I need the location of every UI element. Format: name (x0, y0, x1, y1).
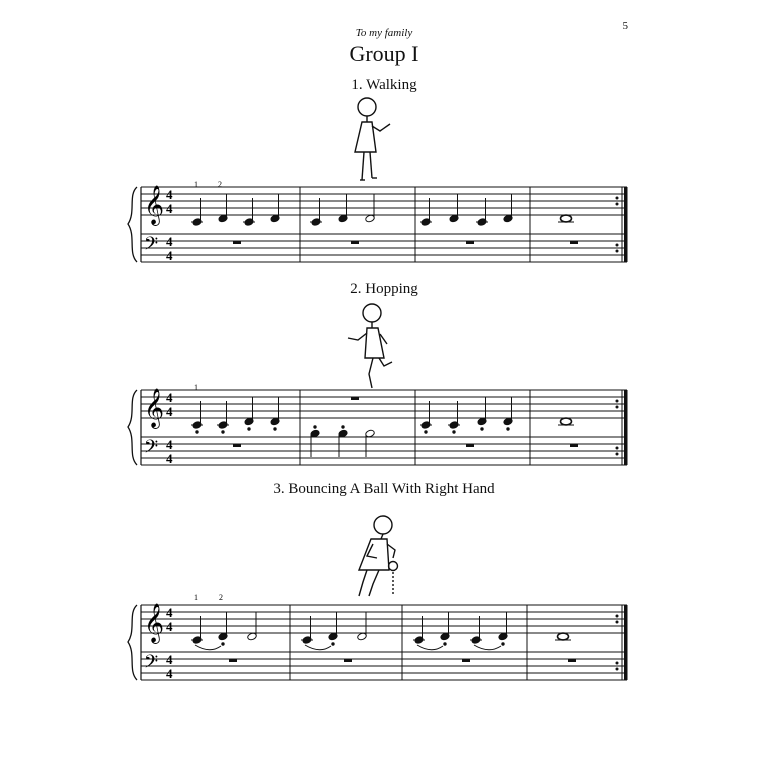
brace (128, 187, 137, 262)
brace (128, 605, 137, 680)
bouncing-ball-stick-figure-icon (345, 512, 415, 602)
time-sig-bottom: 4 (166, 451, 173, 466)
time-sig-bottom: 4 (166, 404, 173, 419)
time-sig-top: 4 (166, 652, 173, 667)
time-sig-bottom: 4 (166, 201, 173, 216)
grand-staff-1 (0, 175, 768, 275)
bass-clef-icon: 𝄢 (144, 652, 159, 677)
time-sig-bottom: 4 (166, 619, 173, 634)
fingering-number: 1 (194, 383, 198, 392)
time-sig-top: 4 (166, 234, 173, 249)
fingering-number: 2 (218, 180, 222, 189)
fingering-number: 1 (194, 593, 198, 602)
fingering-number: 1 (194, 180, 198, 189)
time-sig-top: 4 (166, 437, 173, 452)
exercise-title: 2. Hopping (350, 281, 418, 297)
exercise-title: 1. Walking (351, 77, 417, 93)
bass-clef-icon: 𝄢 (144, 437, 159, 462)
time-sig-top: 4 (166, 605, 173, 620)
page-number: 5 (622, 20, 628, 32)
walking-stick-figure-icon (340, 95, 400, 185)
time-sig-top: 4 (166, 390, 173, 405)
treble-clef-icon: 𝄞 (144, 388, 165, 428)
grand-staff-2 (0, 378, 768, 478)
exercise-title: 3. Bouncing A Ball With Right Hand (273, 481, 495, 497)
fingering-number: 2 (219, 593, 223, 602)
grand-staff-3 (0, 593, 768, 693)
bass-clef-icon: 𝄢 (144, 234, 159, 259)
dedication: To my family (355, 27, 413, 39)
time-sig-bottom: 4 (166, 248, 173, 263)
time-sig-top: 4 (166, 187, 173, 202)
treble-clef-icon: 𝄞 (144, 603, 165, 643)
time-sig-bottom: 4 (166, 666, 173, 681)
group-title: Group I (349, 41, 419, 66)
treble-clef-icon: 𝄞 (144, 185, 165, 225)
brace (128, 390, 137, 465)
